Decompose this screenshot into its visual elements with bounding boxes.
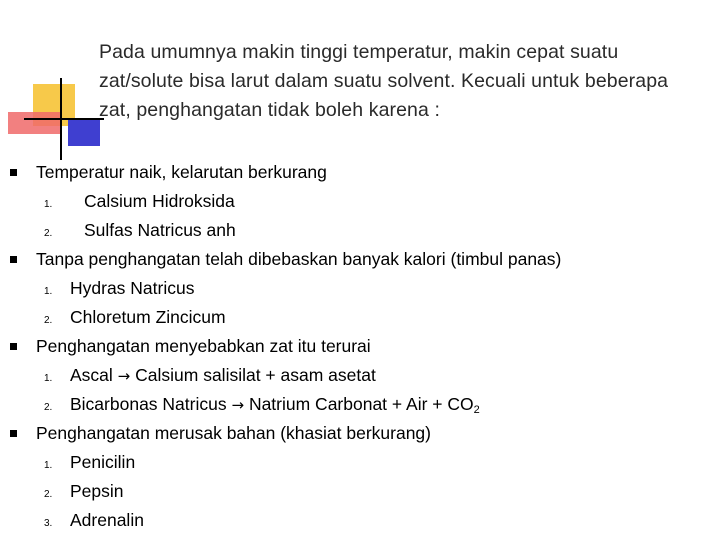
sub-item-number: 2. [44,402,53,413]
sub-item-text: Calsium Hidroksida [84,191,235,211]
slide-content [0,158,720,535]
sub-item-number: 2. [44,315,53,326]
bullet-item [0,419,720,448]
sub-item-text: Hydras Natricus [70,278,195,298]
sub-item [0,216,720,245]
slide-title: Pada umumnya makin tinggi temperatur, makin cepat suatu zat/solute bisa larut dalam suatu solvent. Kecuali untuk beberapa zat, penghangatan tidak boleh karena : [99,41,669,121]
product-text: Calsium salisilat + asam asetat [135,365,376,385]
sub-item-number: 2. [44,489,53,500]
bullet-text: Penghangatan merusak bahan (khasiat berkurang) [36,423,431,443]
bullet-text: Penghangatan menyebabkan zat itu terurai [36,336,371,356]
sub-item [0,274,720,303]
sub-item-number: 3. [44,518,53,529]
bullet-text: Tanpa penghangatan telah dibebaskan banyak kalori (timbul panas) [36,249,562,269]
sub-item [0,506,720,535]
sub-item [0,448,720,477]
decor-red-bar [8,112,62,134]
bullet-text: Temperatur naik, kelarutan berkurang [36,162,327,182]
sub-item [0,477,720,506]
sub-item [0,187,720,216]
sub-item-number: 1. [44,199,53,210]
sub-item-number: 2. [44,228,53,239]
square-bullet-icon [10,430,17,437]
sub-item [0,303,720,332]
sub-item-number: 1. [44,373,53,384]
sub-item-number: 1. [44,286,53,297]
bullet-item [0,332,720,361]
sub-item [0,390,720,419]
square-bullet-icon [10,169,17,176]
decor-horizontal-line [24,118,104,120]
product-text: Natrium Carbonat + Air + CO [248,394,474,414]
subscript-text: 2 [473,404,480,416]
sub-item-text: Adrenalin [70,510,144,530]
square-bullet-icon [10,256,17,263]
reactant-text: Ascal [70,365,113,385]
sub-item-text: Pepsin [70,481,124,501]
sub-item-text: Chloretum Zincicum [70,307,226,327]
sub-item [0,361,720,390]
arrow-right-icon: → [117,367,131,385]
bullet-item [0,245,720,274]
square-bullet-icon [10,343,17,350]
sub-item-number: 1. [44,460,53,471]
reactant-text: Bicarbonas Natricus [70,394,227,414]
arrow-right-icon: → [231,396,245,414]
sub-item-text [70,361,376,391]
sub-item-text: Penicilin [70,452,136,472]
sub-item-text: Sulfas Natricus anh [84,220,236,240]
decor-blue-square [68,118,100,146]
bullet-item [0,158,720,187]
